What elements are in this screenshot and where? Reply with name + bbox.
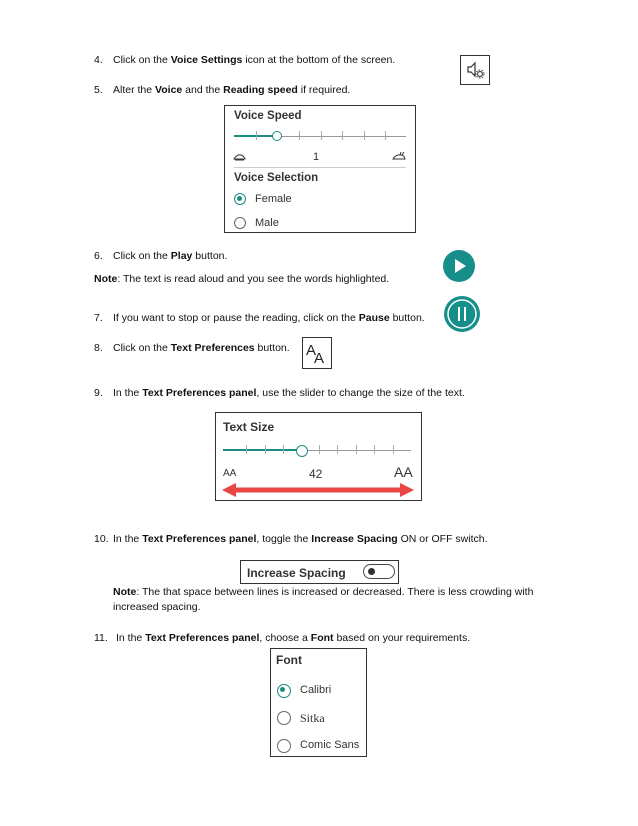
radio-female-label: Female <box>255 193 292 205</box>
svg-text:A: A <box>306 342 317 359</box>
radio-male-label: Male <box>255 217 279 229</box>
tick <box>393 445 394 454</box>
tick <box>256 131 257 140</box>
toggle-knob <box>368 568 375 575</box>
double-arrow-icon <box>220 482 416 498</box>
font-title: Font <box>276 653 302 667</box>
tick <box>246 445 247 454</box>
tick <box>299 131 300 140</box>
pause-icon <box>444 296 480 332</box>
note-2: Note: The that space between lines is increased or decreased. There is less crowding with increased spacing. <box>113 586 534 613</box>
text-size-value: 42 <box>309 467 323 481</box>
text-size-large-label: AA <box>394 464 413 480</box>
voice-settings-panel <box>224 105 416 233</box>
text-size-panel <box>215 412 422 501</box>
text-size-fill <box>223 449 302 451</box>
text-preferences-icon[interactable] <box>302 337 332 369</box>
tick <box>364 131 365 140</box>
text-size-small-label: AA <box>223 468 237 479</box>
increase-spacing-row <box>240 560 399 584</box>
radio-female[interactable] <box>234 193 246 205</box>
voice-speed-value: 1 <box>313 151 320 163</box>
radio-sitka-label: Sitka <box>300 711 325 725</box>
radio-comic-sans-label: Comic Sans <box>300 739 360 751</box>
radio-calibri[interactable] <box>277 684 291 698</box>
step-9: 9. In the Text Preferences panel, use the slider to change the size of the text. <box>94 387 465 399</box>
radio-calibri-label: Calibri <box>300 684 332 696</box>
step-6: 6. Click on the Play button. <box>94 250 228 262</box>
tick <box>321 131 322 140</box>
step-11: 11. In the Text Preferences panel, choose a Font based on your requirements. <box>94 632 471 644</box>
tick <box>374 445 375 454</box>
radio-comic-sans[interactable] <box>277 739 291 753</box>
step-4: 4. Click on the Voice Settings icon at the bottom of the screen. <box>94 54 396 66</box>
tick <box>283 445 284 454</box>
step-7: 7. If you want to stop or pause the reading, click on the Pause button. <box>94 312 425 324</box>
radio-sitka[interactable] <box>277 711 291 725</box>
tick <box>265 445 266 454</box>
svg-text:A: A <box>314 350 325 367</box>
tick <box>342 131 343 140</box>
tick <box>385 131 386 140</box>
voice-speed-title: Voice Speed <box>234 110 302 122</box>
font-panel <box>270 648 367 757</box>
tick <box>337 445 338 454</box>
text-size-title: Text Size <box>223 420 275 434</box>
step-5: 5. Alter the Voice and the Reading speed if required. <box>94 84 351 96</box>
fast-rabbit-icon <box>391 151 407 162</box>
step-10: 10. In the Text Preferences panel, toggle the Increase Spacing ON or OFF switch. <box>94 533 488 545</box>
voice-settings-icon[interactable] <box>460 55 490 85</box>
play-button[interactable] <box>443 250 475 282</box>
radio-male[interactable] <box>234 217 246 229</box>
increase-spacing-toggle[interactable] <box>363 564 395 579</box>
pause-button[interactable] <box>444 296 480 332</box>
divider <box>234 167 406 168</box>
step-8: 8. Click on the Text Preferences button. <box>94 342 290 354</box>
play-icon <box>443 250 475 282</box>
increase-spacing-label: Increase Spacing <box>247 566 346 580</box>
text-size-thumb[interactable] <box>296 445 308 457</box>
slow-turtle-icon <box>233 152 247 162</box>
voice-selection-title: Voice Selection <box>234 172 319 184</box>
tick <box>356 445 357 454</box>
note-1: Note: The text is read aloud and you see the words highlighted. <box>94 273 390 285</box>
voice-speed-thumb[interactable] <box>272 131 282 141</box>
tick <box>319 445 320 454</box>
